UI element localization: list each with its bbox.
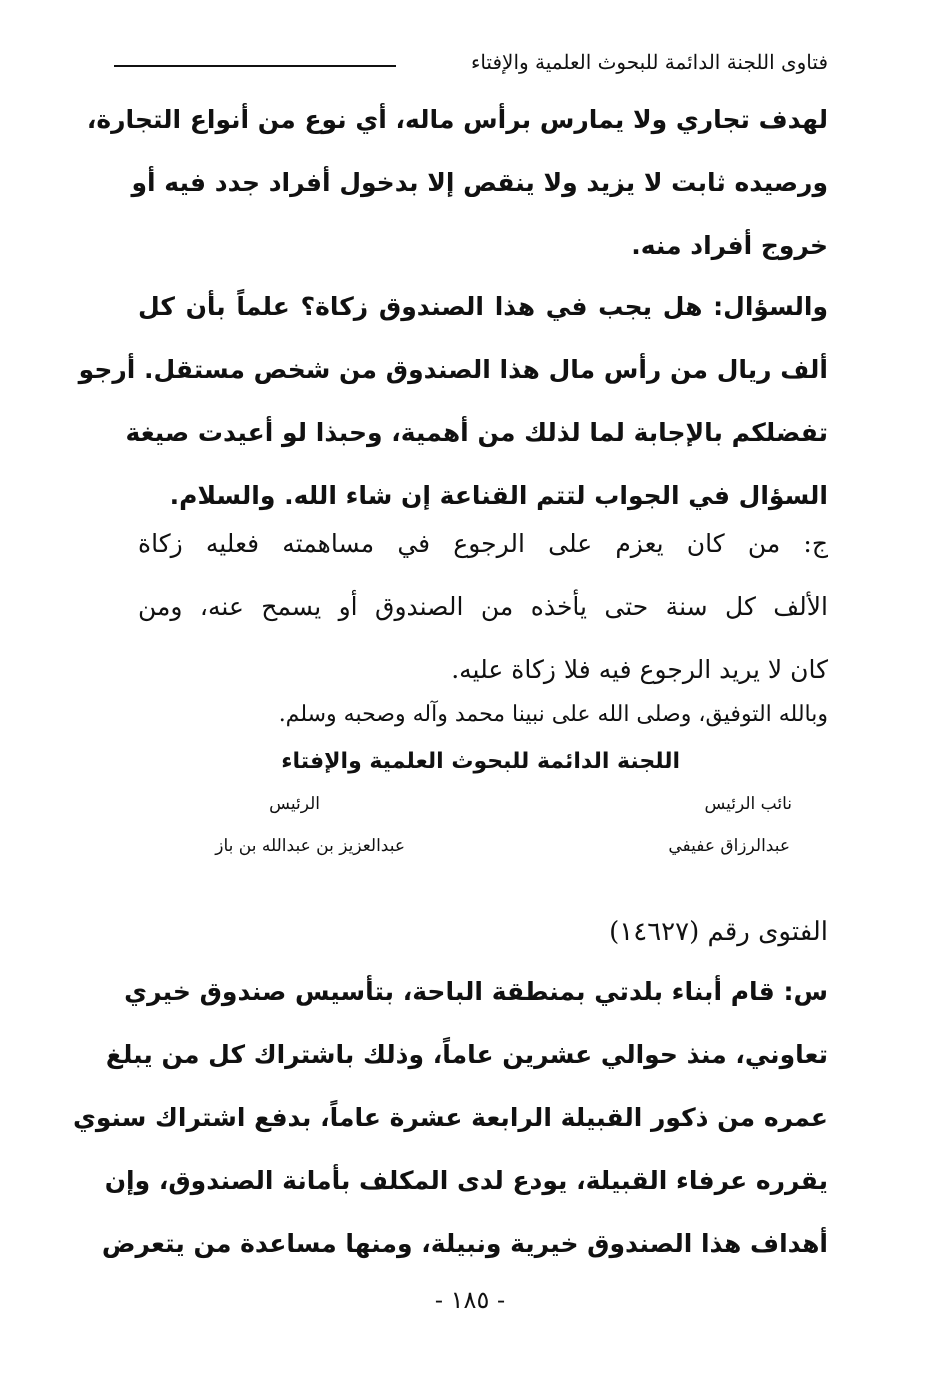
question-paragraph xyxy=(78,275,828,527)
committee-name: اللجنة الدائمة للبحوث العلمية والإفتاء xyxy=(281,749,680,774)
text-line: أهداف هذا الصندوق خيرية ونبيلة، ومنها مساعدة من يتعرض xyxy=(101,1229,828,1258)
text-line: س: قام أبناء بلدتي بمنطقة الباحة، بتأسيس صندوق خيري xyxy=(124,977,828,1006)
running-header xyxy=(114,48,828,84)
vice-president-name: عبدالرزاق عفيفي xyxy=(668,836,790,856)
running-header-title: فتاوى اللجنة الدائمة للبحوث العلمية والإفتاء xyxy=(470,50,828,74)
president-title: الرئيس xyxy=(269,794,320,814)
answer-paragraph xyxy=(138,512,828,701)
text-line: عمره من ذكور القبيلة الرابعة عشرة عاماً، بدفع اشتراك سنوي xyxy=(72,1103,828,1132)
text-line: خروج أفراد منه. xyxy=(631,231,828,260)
text-line: لهدف تجاري ولا يمارس برأس ماله، أي نوع من أنواع التجارة، xyxy=(86,105,828,134)
text-line: تفضلكم بالإجابة لما لذلك من أهمية، وحبذا لو أعيدت صيغة xyxy=(125,418,828,447)
text-line: كان لا يريد الرجوع فيه فلا زكاة عليه. xyxy=(451,655,828,684)
header-rule xyxy=(114,65,396,67)
question-continuation-paragraph xyxy=(86,88,828,277)
text-line: السؤال في الجواب لتتم القناعة إن شاء الله. والسلام. xyxy=(169,481,828,510)
text-line: تعاوني، منذ حوالي عشرين عاماً، وذلك باشتراك كل من يبلغ xyxy=(105,1040,828,1069)
text-line: ج: من كان يعزم على الرجوع في مساهمته فعليه زكاة xyxy=(138,529,828,558)
text-line: ألف ريال من رأس مال هذا الصندوق من شخص مستقل. أرجو xyxy=(78,355,828,384)
new-question-paragraph xyxy=(72,960,828,1275)
president-name: عبدالعزيز بن عبدالله بن باز xyxy=(215,836,405,856)
text-line: ورصيده ثابت لا يزيد ولا ينقص إلا بدخول أفراد جدد فيه أو xyxy=(131,168,828,197)
text-line: الألف كل سنة حتى يأخذه من الصندوق أو يسمح عنه، ومن xyxy=(138,592,828,621)
vice-president-title: نائب الرئيس xyxy=(704,794,792,814)
text-line: والسؤال: هل يجب في هذا الصندوق زكاة؟ علماً بأن كل xyxy=(138,292,828,321)
fatwa-number-heading: الفتوى رقم (١٤٦٢٧) xyxy=(609,917,828,947)
page-number: - ١٨٥ - xyxy=(434,1286,506,1314)
closing-line: وبالله التوفيق، وصلى الله على نبينا محمد وآله وصحبه وسلم. xyxy=(278,702,828,727)
text-line: يقرره عرفاء القبيلة، يودع لدى المكلف بأمانة الصندوق، وإن xyxy=(104,1166,828,1195)
